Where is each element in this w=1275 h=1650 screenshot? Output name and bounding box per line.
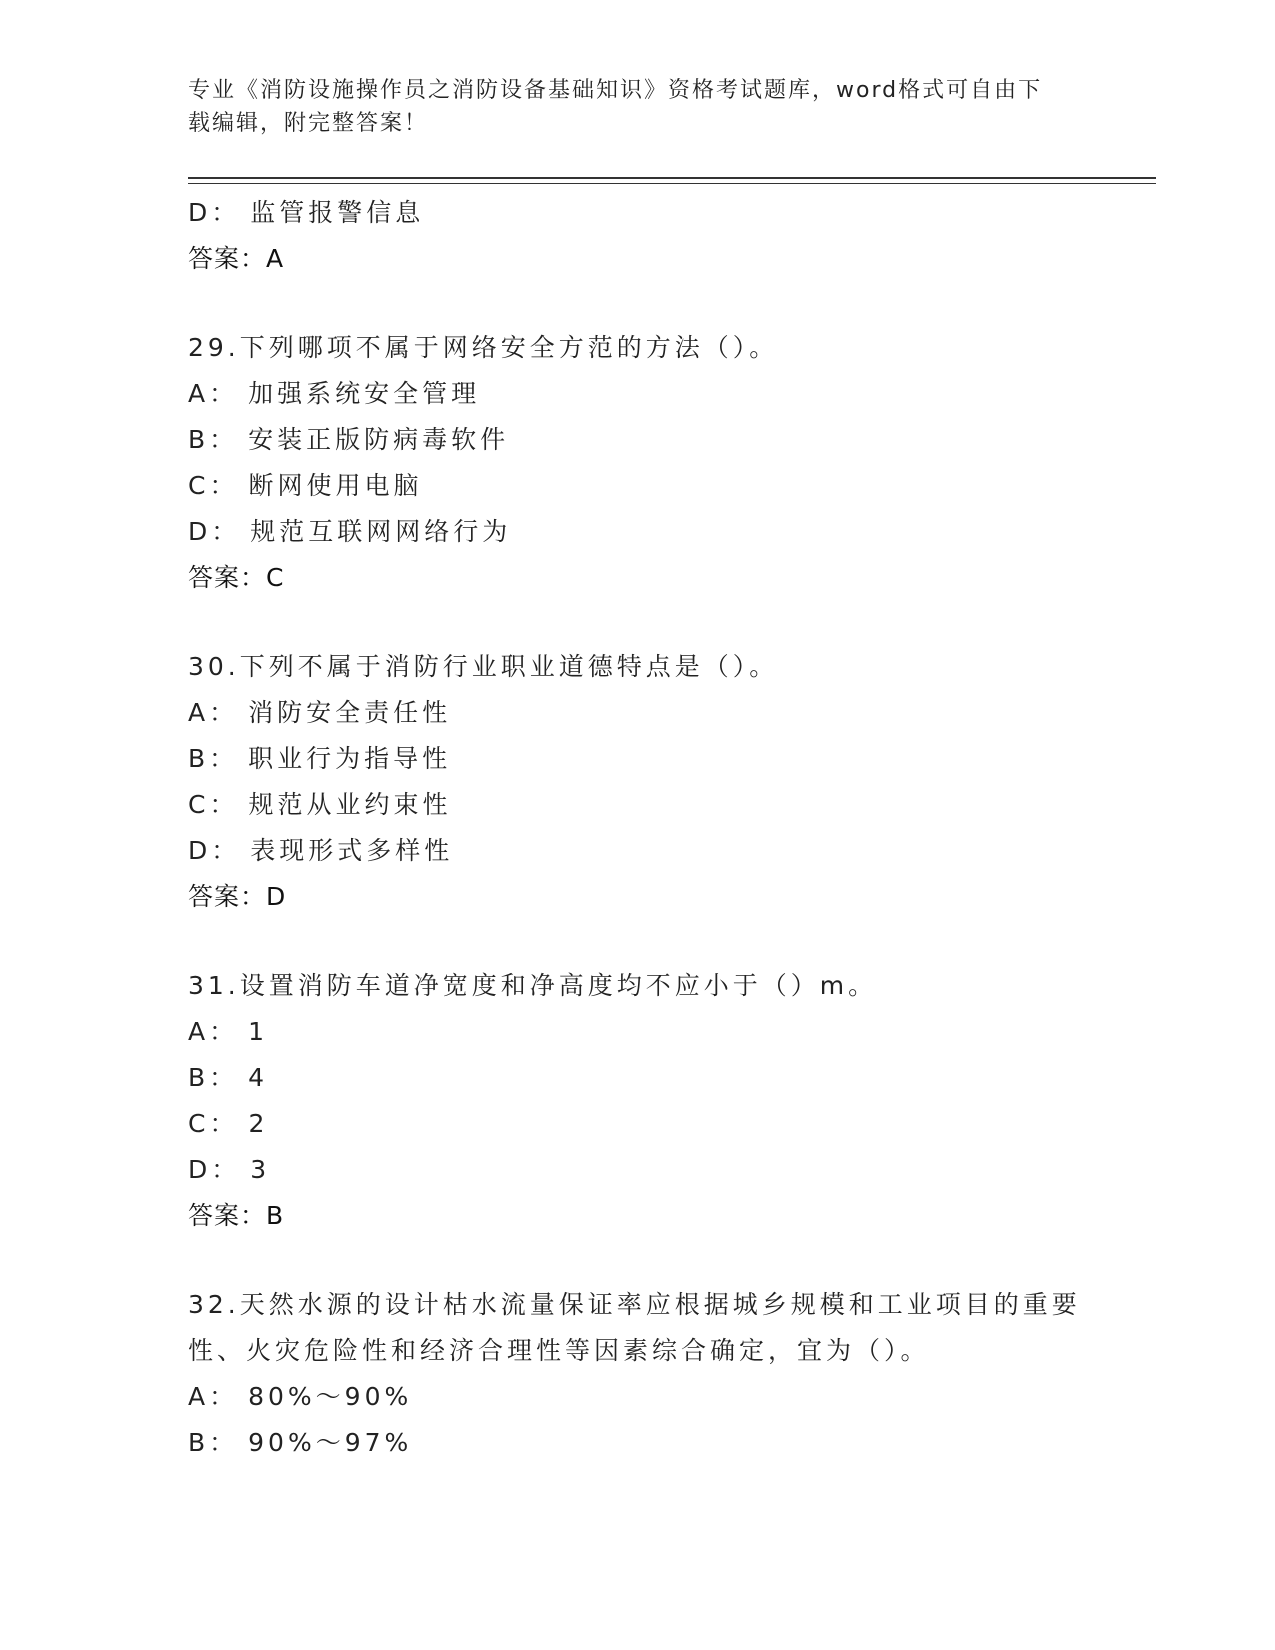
question-text: 设置消防车道净宽度和净高度均不应小于（）m。 [239,971,878,1000]
option-b [188,1420,1088,1466]
option-text: 3 [250,1155,271,1184]
option-b [188,736,1088,782]
option-b [188,417,1088,463]
document-header [188,74,1068,140]
option-text: 规范从业约束性 [248,790,452,819]
header-divider-thick [188,177,1156,179]
option-text: 2 [248,1109,269,1138]
header-divider-thin [188,183,1156,184]
option-text: 规范互联网网络行为 [250,517,512,546]
question-text: 天然水源的设计枯水流量保证率应根据城乡规模和工业项目的重要 [239,1290,1081,1319]
option-a [188,1374,1088,1420]
option-key: C： [188,1109,239,1138]
option-key: D： [188,517,241,546]
question-number: 32. [188,1290,240,1319]
option-c [188,463,1088,509]
option-key: A： [188,1382,239,1411]
option-c [188,1101,1088,1147]
option-b [188,1055,1088,1101]
option-key: B： [188,744,239,773]
option-key: B： [188,425,239,454]
option-key: D： [188,198,241,227]
option-text: 安装正版防病毒软件 [248,425,510,454]
option-text: 1 [248,1017,269,1046]
question-32-stem-line-2: 性、火灾危险性和经济合理性等因素综合确定，宜为（）。 [188,1336,930,1365]
option-d [188,828,1088,874]
option-a [188,1009,1088,1055]
option-key: A： [188,1017,239,1046]
option-key: D： [188,836,241,865]
answer-line: 答案：D [188,882,287,911]
option-d [188,190,1088,236]
option-key: A： [188,698,239,727]
option-text: 90%～97% [248,1428,413,1457]
option-text: 80%～90% [248,1382,413,1411]
option-key: D： [188,1155,241,1184]
option-text: 监管报警信息 [250,198,425,227]
option-text: 职业行为指导性 [248,744,452,773]
header-line-1: 专业《消防设施操作员之消防设备基础知识》资格考试题库，word格式可自由下 [188,78,1043,103]
question-number: 31. [188,971,240,1000]
option-key: B： [188,1063,239,1092]
option-c [188,782,1088,828]
option-key: C： [188,471,239,500]
question-29-stem [188,325,1088,371]
question-text: 下列哪项不属于网络安全方范的方法（）。 [239,333,779,362]
question-32-stem-line-1 [188,1282,1088,1328]
option-key: A： [188,379,239,408]
option-text: 4 [248,1063,269,1092]
question-31-stem [188,963,1088,1009]
option-key: B： [188,1428,239,1457]
answer-line: 答案：A [188,244,285,273]
question-text: 下列不属于消防行业职业道德特点是（）。 [239,652,779,681]
header-line-2: 载编辑，附完整答案！ [188,111,429,136]
question-30-stem [188,644,1088,690]
option-key: C： [188,790,239,819]
option-d [188,509,1088,555]
option-text: 消防安全责任性 [248,698,452,727]
option-text: 加强系统安全管理 [248,379,481,408]
answer-line: 答案：B [188,1201,285,1230]
option-a [188,371,1088,417]
answer-line: 答案：C [188,563,285,592]
option-d [188,1147,1088,1193]
question-number: 29. [188,333,240,362]
question-content [188,190,1088,1466]
question-number: 30. [188,652,240,681]
option-text: 表现形式多样性 [250,836,454,865]
option-text: 断网使用电脑 [248,471,423,500]
option-a [188,690,1088,736]
